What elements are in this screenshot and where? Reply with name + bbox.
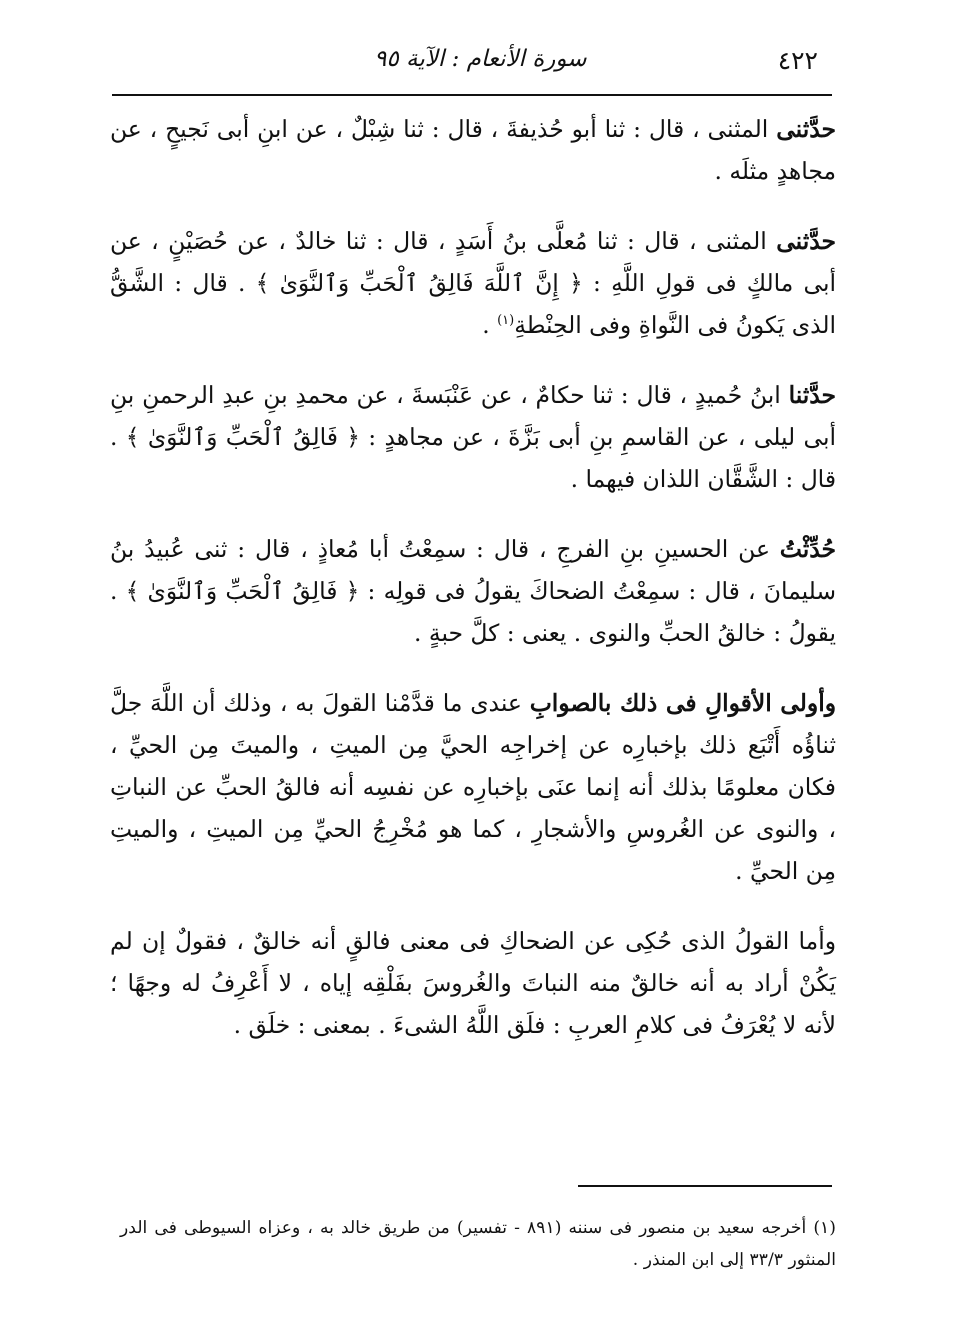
paragraph-text: . يقولُ : خالقُ الحبِّ والنوى . يعنى : كلَّ حبةٍ . <box>110 577 836 647</box>
main-text <box>110 108 836 1074</box>
paragraph-lead: حدَّثنى <box>776 115 836 143</box>
footnote-divider <box>578 1185 832 1187</box>
footnote-reference: (١) <box>497 313 515 329</box>
paragraph-text: المثنى ، قال : ثنا أبو حُذيفةَ ، قال : ثنا شِبْلٌ ، عن ابنِ أبى نَجيحٍ ، عن مجاهدٍ مثلَه . <box>110 115 836 185</box>
quran-quote: ﴿ إِنَّ ٱللَّهَ فَالِقُ ٱلْحَبِّ وَٱلنَّوَىٰ ﴾ <box>255 269 583 297</box>
paragraph-text: وأما القولُ الذى حُكِى عن الضحاكِ فى معنى فالقٍ أنه خالقٌ ، فقولٌ إن لم يَكُنْ أراد به أنه خالقٌ منه النباتَ والغُروسَ بفَلْقِه إياه ، لا أَعْرِفُ له وجهًا ؛ لأنه لا يُعْرَفُ فى كلامِ العربِ : فلَق اللَّهُ الشىءَ . بمعنى : خلَق . <box>110 927 836 1039</box>
paragraph-text: . قال : الشَّقَّان اللذان فيهما . <box>110 423 836 493</box>
paragraph-4 <box>110 528 836 654</box>
paragraph-lead: حدَّثنى <box>776 227 836 255</box>
page-number: ٤٢٢ <box>777 46 818 75</box>
paragraph-6 <box>110 920 836 1046</box>
quran-quote: ﴿ فَالِقُ ٱلْحَبِّ وَٱلنَّوَىٰ ﴾ <box>125 577 360 605</box>
paragraph-5 <box>110 682 836 892</box>
paragraph-text: . <box>482 311 498 339</box>
paragraph-2 <box>110 220 836 346</box>
quran-quote: ﴿ فَالِقُ ٱلْحَبِّ وَٱلنَّوَىٰ ﴾ <box>125 423 360 451</box>
paragraph-text: المثنى ، قال : ثنا مُعلَّى بنُ أَسَدٍ ، قال : ثنا خالدٌ ، عن حُصَيْنٍ ، عن أبى مالكٍ فى قولِ اللَّهِ : <box>110 227 837 297</box>
running-title: سورة الأنعام : الآية ٩٥ <box>374 46 587 72</box>
paragraph-lead: حُدِّثْتُ <box>779 535 836 563</box>
paragraph-text: ابنُ حُميدٍ ، قال : ثنا حكامٌ ، عن عَنْبَسةَ ، عن محمدِ بنِ عبدِ الرحمنِ بنِ أبى ليلى ، عن القاسمِ بنِ أبى بَزَّةَ ، عن مجاهدٍ : <box>110 381 836 451</box>
paragraph-text: عن الحسينِ بنِ الفرجِ ، قال : سمِعْتُ أبا مُعاذٍ ، قال : ثنى عُبيدُ بنُ سليمانَ ، قال : سمِعْتُ الضحاكَ يقولُ فى قولِه : <box>110 535 836 605</box>
paragraph-lead: حدَّثنا <box>788 381 836 409</box>
paragraph-text: . قال : الشَّقُّ الذى يَكونُ فى النَّواةِ وفى الحِنْطةِ <box>110 269 836 339</box>
paragraph-3 <box>110 374 836 500</box>
paragraph-lead: وأولى الأقوالِ فى ذلك بالصوابِ <box>529 689 836 717</box>
footnote-1: (١) أخرجه سعيد بن منصور فى سننه (٨٩١ - تفسير) من طريق خالد به ، وعزاه السيوطى فى الدر المنثور ٣٣/٣ إلى ابن المنذر . <box>120 1218 836 1270</box>
footnotes <box>120 1212 836 1276</box>
paragraph-text: عندى ما قدَّمْنا القولَ به ، وذلك أن اللَّهَ جلَّ ثناؤُه أَتْبَع ذلك بإخبارِه عن إخراجِه الحيَّ مِن الميتِ ، والميتَ مِن الحيِّ ، فكان معلومًا بذلك أنه إنما عنَى بإخبارِه عن نفسِه أنه فالقُ الحبِّ عن النباتِ ، والنوى عن الغُروسِ والأشجارِ ، كما هو مُخْرِجُ الحيِّ مِن الميتِ ، والميتِ مِن الحيِّ . <box>110 689 836 885</box>
paragraph-1 <box>110 108 836 192</box>
page-header <box>112 38 832 96</box>
